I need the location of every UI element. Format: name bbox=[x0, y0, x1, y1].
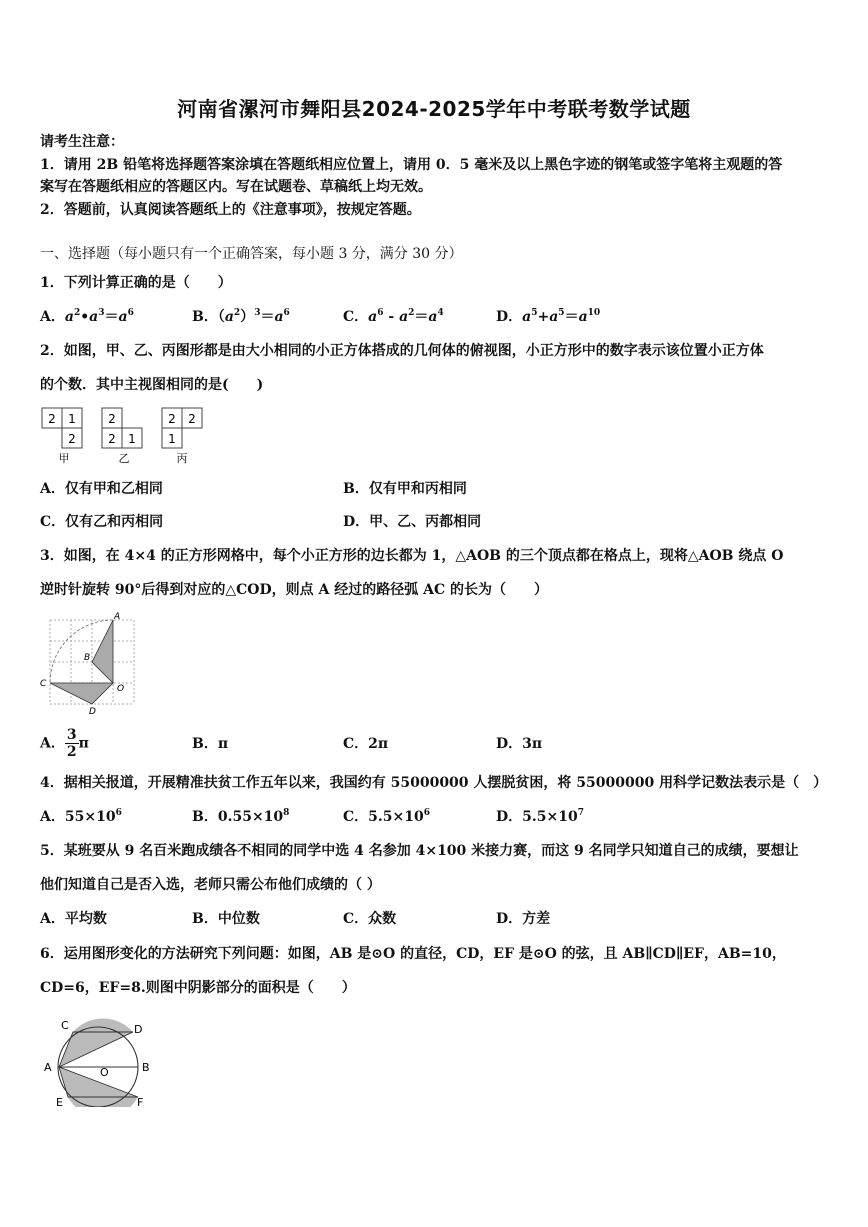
q4-option-b: B．$0.55\times 10^8$ bbox=[192, 808, 290, 825]
q6-stem-1: 6．运用图形变化的方法研究下列问题：如图，AB 是⊙O 的直径，CD，EF 是⊙O 的弦，且 AB∥CD∥EF，AB=10， bbox=[40, 946, 786, 962]
q2-label-yi: 乙 bbox=[118, 452, 130, 465]
q3-stem-2: 逆时针旋转 90°后得到对应的△COD，则点 A 经过的路径弧 AC 的长为（ ） bbox=[40, 582, 548, 598]
q4-option-d: D．$5.5\times 10^7$ bbox=[496, 808, 584, 825]
q3-point-o: O bbox=[117, 684, 125, 694]
q2-option-d: D．甲、乙、丙都相同 bbox=[343, 514, 482, 530]
notice-line-2: 2．答题前，认真阅读答题纸上的《注意事项》，按规定答题。 bbox=[40, 202, 421, 218]
page-title: 河南省漯河市舞阳县2024-2025学年中考联考数学试题 bbox=[177, 97, 691, 121]
q2-yi-cell-2: 2 bbox=[108, 432, 116, 446]
q3-point-d: D bbox=[89, 707, 96, 716]
q2-jia-cell-2: 1 bbox=[68, 412, 76, 426]
q5-option-b: B．中位数 bbox=[192, 911, 260, 927]
q6-point-e: E bbox=[56, 1096, 63, 1107]
q2-option-b: B．仅有甲和丙相同 bbox=[343, 481, 467, 497]
q6-stem-2: CD=6，EF=8.则图中阴影部分的面积是（ ） bbox=[40, 980, 356, 996]
q3-option-c: C．2π bbox=[343, 736, 389, 752]
q2-bing-cell-1: 2 bbox=[168, 412, 176, 426]
q1-stem: 1．下列计算正确的是（ ） bbox=[40, 275, 232, 291]
q5-option-c: C．众数 bbox=[343, 911, 397, 927]
q3-point-b: B bbox=[84, 653, 91, 663]
q6-point-a: A bbox=[44, 1061, 52, 1074]
q1-option-c: C．$a^6 - a^2=a^4$ bbox=[343, 308, 444, 325]
q2-bing-cell-3: 1 bbox=[168, 432, 176, 446]
q1-option-a: A．$a^2•a^3=a^6$ bbox=[40, 308, 134, 325]
q2-figure bbox=[40, 406, 210, 466]
q2-stem-1: 2．如图，甲、乙、丙图形都是由大小相同的小正方体搭成的几何体的俯视图，小正方形中的数字表示该位置小正方体 bbox=[40, 343, 764, 359]
q3-a-denominator: 2 bbox=[66, 744, 77, 760]
q1-option-b: B．$(a^2)^3=a^6$ bbox=[192, 308, 290, 325]
section-heading: 一、选择题（每小题只有一个正确答案，每小题 3 分，满分 30 分） bbox=[40, 246, 463, 262]
q3-option-a: A． $\frac{3}{2}$ π bbox=[40, 727, 89, 760]
q1-option-d: D．$a^5+a^5=a^{10}$ bbox=[496, 308, 601, 325]
q5-stem-1: 5．某班要从 9 名百米跑成绩各不相同的同学中选 4 名参加 4×100 米接力赛，而这 9 名同学只知道自己的成绩，要想让 bbox=[40, 843, 799, 859]
q5-option-a: A．平均数 bbox=[40, 911, 107, 927]
q2-jia-cell-3: 2 bbox=[68, 432, 76, 446]
notice-heading: 请考生注意： bbox=[40, 134, 124, 150]
q3-point-a: A bbox=[114, 612, 121, 622]
q5-option-d: D．方差 bbox=[496, 911, 551, 927]
q2-yi-cell-1: 2 bbox=[108, 412, 116, 426]
q6-point-d: D bbox=[134, 1023, 143, 1036]
q3-option-b: B．π bbox=[192, 736, 229, 752]
q4-stem: 4．据相关报道，开展精准扶贫工作五年以来，我国约有 55000000 人摆脱贫困，将 55000000 用科学记数法表示是（ ） bbox=[40, 775, 828, 791]
q2-label-bing: 丙 bbox=[176, 452, 188, 465]
q2-label-jia: 甲 bbox=[58, 452, 70, 465]
q5-stem-2: 他们知道自己是否入选，老师只需公布他们成绩的（ ） bbox=[40, 877, 381, 893]
q2-stem-2: 的个数．其中主视图相同的是( ) bbox=[40, 377, 264, 393]
q2-bing-cell-2: 2 bbox=[188, 412, 196, 426]
q6-point-b: B bbox=[142, 1061, 150, 1074]
q3-a-numerator: 3 bbox=[66, 727, 77, 743]
q6-point-o: O bbox=[100, 1066, 109, 1079]
q6-figure bbox=[38, 1012, 158, 1107]
q6-point-c: C bbox=[61, 1019, 69, 1032]
q2-jia-cell-1: 2 bbox=[48, 412, 56, 426]
q2-option-c: C．仅有乙和丙相同 bbox=[40, 514, 164, 530]
notice-line-1b: 案写在答题纸相应的答题区内。写在试题卷、草稿纸上均无效。 bbox=[40, 179, 432, 195]
q3-point-c: C bbox=[40, 679, 47, 689]
q4-option-c: C．$5.5\times 10^6$ bbox=[343, 808, 430, 825]
q3-stem-1: 3．如图，在 4×4 的正方形网格中，每个小正方形的边长都为 1，△AOB 的三个顶点都在格点上，现将△AOB 绕点 O bbox=[40, 548, 784, 564]
notice-line-1a: 1．请用 2B 铅笔将选择题答案涂填在答题纸相应位置上，请用 0．5 毫米及以上黑色字迹的钢笔或签字笔将主观题的答 bbox=[40, 157, 783, 173]
q2-option-a: A．仅有甲和乙相同 bbox=[40, 481, 163, 497]
q3-option-d: D．3π bbox=[496, 736, 543, 752]
q4-option-a: A．$55\times 10^6$ bbox=[40, 808, 122, 825]
q3-figure bbox=[38, 610, 138, 716]
q6-point-f: F bbox=[137, 1096, 144, 1107]
q2-yi-cell-3: 1 bbox=[128, 432, 136, 446]
